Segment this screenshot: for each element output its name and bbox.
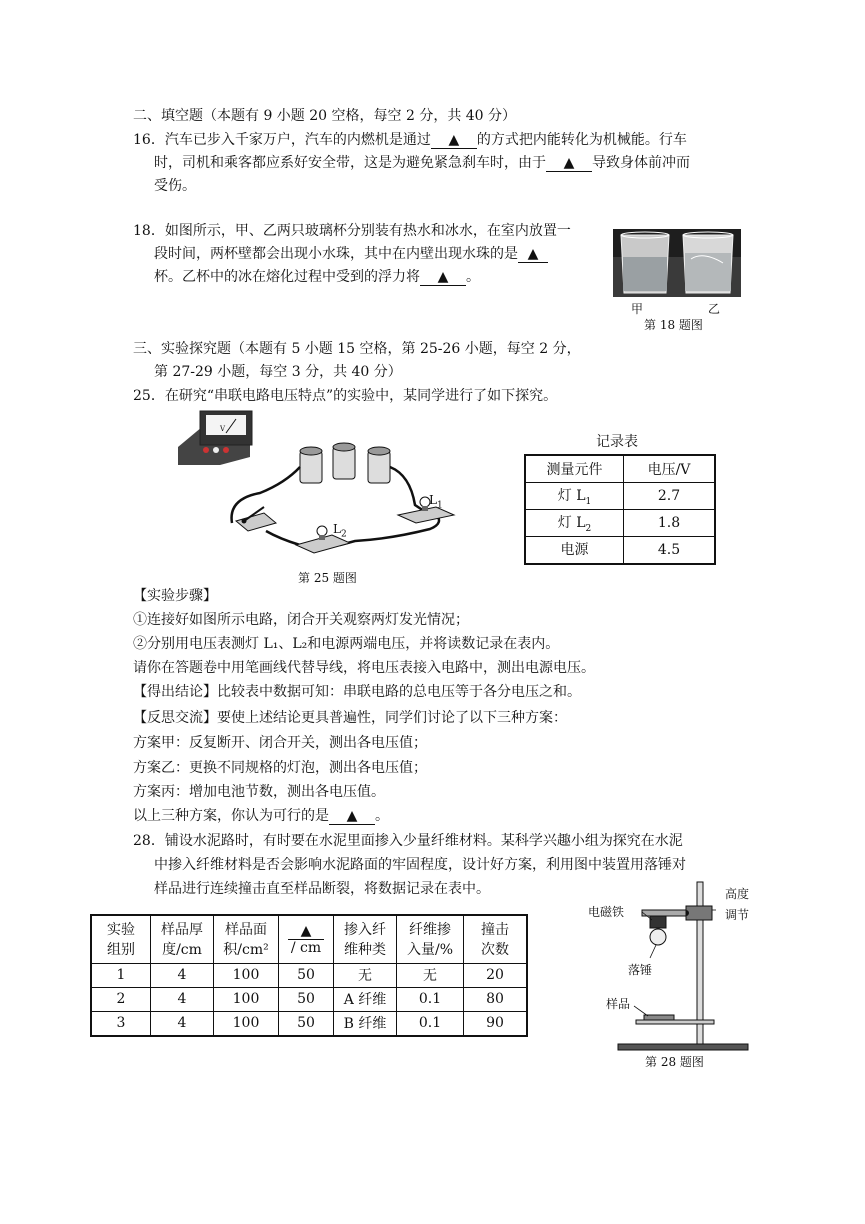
svg-text:V: V [220, 425, 226, 433]
q25-fig-label-l1 [429, 490, 443, 515]
q25-intro: 25．在研究“串联电路电压特点”的实验中，某同学进行了如下探究。 [133, 388, 558, 404]
q18-answer-blank-2[interactable]: ▲ [420, 269, 466, 286]
q28-data-table [90, 914, 528, 1037]
battery-icon [300, 443, 390, 483]
table-cell: A 纤维 [334, 987, 397, 1011]
table-cell: 100 [214, 987, 279, 1011]
q25-final-text-b: 。 [375, 808, 389, 824]
q25-conclusion: 【得出结论】比较表中数据可知：串联电路的总电压等于各分电压之和。 [133, 684, 581, 700]
header-line-1: 实验 [107, 922, 135, 939]
row-name: 灯 L [557, 488, 586, 505]
q16-answer-blank-2[interactable]: ▲ [546, 155, 592, 172]
q25-fig-l1-sub: 1 [436, 500, 443, 511]
table-cell: 80 [464, 987, 528, 1011]
table-cell: 2 [91, 987, 151, 1011]
q25-plan-a: 方案甲：反复断开、闭合开关，测出各电压值； [133, 735, 427, 751]
q18-line-2 [154, 244, 548, 264]
table-cell: 4 [151, 987, 214, 1011]
table-header-row [91, 915, 527, 963]
header-line-2: 积/cm² [223, 942, 269, 959]
header-line-2: 次数 [481, 942, 509, 959]
q16-answer-blank-1[interactable]: ▲ [431, 132, 477, 149]
q18-answer-blank-1[interactable]: ▲ [518, 246, 548, 263]
q25-fig-l2-sub: 2 [340, 529, 347, 540]
table-header-cell [91, 915, 151, 963]
table-cell: 4.5 [624, 537, 716, 565]
section-2-header: 二、填空题（本题有 9 小题 20 空格，每空 2 分，共 40 分） [133, 108, 517, 124]
table-cell: 50 [279, 1011, 334, 1036]
table-header-cell: 电压/V [624, 455, 716, 483]
table-row [525, 537, 715, 565]
table-row [91, 1011, 527, 1036]
section-3-header-line-2: 第 27-29 小题，每空 3 分，共 40 分） [154, 364, 402, 380]
q16-line-2 [154, 153, 690, 173]
table-header-cell [334, 915, 397, 963]
q18-glasses-photo [613, 229, 741, 297]
table-cell: 0.1 [397, 1011, 464, 1036]
q18-text-3b: 。 [466, 269, 480, 285]
switch-icon [236, 507, 276, 531]
q18-text-3a: 杯。乙杯中的冰在熔化过程中受到的浮力将 [154, 269, 420, 285]
table-cell: 1.8 [624, 510, 716, 537]
table-cell: 无 [334, 963, 397, 987]
q25-fig-l2-text: L [333, 522, 341, 536]
section-3-header-line-1: 三、实验探究题（本题有 5 小题 15 空格，第 25-26 小题，每空 2 分， [133, 341, 581, 357]
q16-text-2b: 导致身体前冲而 [592, 155, 690, 171]
header-answer-blank[interactable] [279, 923, 333, 940]
q28-label-hammer: 落锤 [628, 963, 653, 977]
table-cell: 100 [214, 1011, 279, 1036]
q25-step-2: ②分别用电压表测灯 L₁、L₂和电源两端电压，并将读数记录在表内。 [133, 636, 560, 652]
header-line-1: 样品厚 [161, 922, 203, 939]
q16-line-3: 受伤。 [154, 178, 196, 194]
q25-steps-title: 【实验步骤】 [133, 588, 217, 604]
table-cell: B 纤维 [334, 1011, 397, 1036]
q28-label-height-2: 调节 [725, 908, 750, 922]
q28-label-electromagnet: 电磁铁 [588, 905, 625, 919]
q25-record-table [524, 454, 716, 565]
table-cell: 4 [151, 963, 214, 987]
q25-plan-b: 方案乙：更换不同规格的灯泡，测出各电压值； [133, 760, 427, 776]
q16-line-1 [133, 130, 687, 150]
table-cell: 50 [279, 963, 334, 987]
header-line-1: 纤维掺 [409, 922, 451, 939]
row-sub: 1 [585, 496, 592, 507]
table-row [525, 483, 715, 510]
table-cell: 0.1 [397, 987, 464, 1011]
q25-table-title: 记录表 [596, 434, 638, 450]
table-header-cell [279, 915, 334, 963]
table-cell [525, 537, 624, 565]
q18-label-jia: 甲 [631, 302, 644, 316]
q18-figure-caption: 第 18 题图 [644, 318, 703, 332]
table-row [91, 987, 527, 1011]
table-cell: 50 [279, 987, 334, 1011]
table-row [525, 510, 715, 537]
q25-final-text-a: 以上三种方案，你认为可行的是 [133, 808, 329, 824]
row-sub: 2 [585, 523, 592, 534]
q18-label-yi: 乙 [708, 302, 721, 316]
table-header-cell [397, 915, 464, 963]
header-line-1: 掺入纤 [344, 922, 386, 939]
q25-fig-l1-text: L [429, 493, 437, 507]
header-line-1: 撞击 [481, 922, 509, 939]
table-row [91, 963, 527, 987]
table-cell: 无 [397, 963, 464, 987]
header-line-2: 组别 [107, 942, 135, 959]
header-line-2: 维种类 [344, 942, 386, 959]
table-cell: 4 [151, 1011, 214, 1036]
q28-label-sample: 样品 [606, 997, 631, 1011]
q25-fig-label-l2 [333, 519, 347, 544]
q25-answer-blank[interactable]: ▲ [329, 808, 375, 825]
q25-circuit-figure [170, 405, 460, 555]
q25-step-1: ①连接好如图所示电路，闭合开关观察两灯发光情况； [133, 612, 469, 628]
q25-reflection: 【反思交流】要使上述结论更具普遍性，同学们讨论了以下三种方案： [133, 710, 567, 726]
voltmeter-icon [178, 411, 252, 465]
header-line-2: 度/cm [162, 942, 202, 959]
table-cell [525, 510, 624, 537]
q25-final-question [133, 806, 389, 826]
q28-line-1: 28．铺设水泥路时，有时要在水泥里面掺入少量纤维材料。某科学兴趣小组为探究在水泥 [133, 833, 683, 849]
row-name: 电源 [560, 542, 589, 559]
q16-text-2a: 时，司机和乘客都应系好安全带，这是为避免紧急刹车时，由于 [154, 155, 546, 171]
table-header-cell: 测量元件 [525, 455, 624, 483]
table-cell: 2.7 [624, 483, 716, 510]
table-header-cell [151, 915, 214, 963]
q25-figure-caption: 第 25 题图 [298, 571, 357, 585]
table-cell [525, 483, 624, 510]
q28-answer-blank[interactable]: ▲ [288, 923, 324, 940]
q28-figure-caption: 第 28 题图 [645, 1055, 704, 1069]
q16-text-1b: 的方式把内能转化为机械能。行车 [476, 132, 687, 148]
table-cell: 90 [464, 1011, 528, 1036]
q18-text-2a: 段时间，两杯壁都会出现小水珠，其中在内壁出现水珠的是 [154, 246, 518, 262]
q18-line-1: 18．如图所示，甲、乙两只玻璃杯分别装有热水和冰水，在室内放置一 [133, 223, 571, 239]
q16-text-1a: 16．汽车已步入千家万户，汽车的内燃机是通过 [133, 132, 431, 148]
header-line-1: 样品面 [225, 922, 267, 939]
q28-line-2: 中掺入纤维材料是否会影响水泥路面的牢固程度，设计好方案，利用图中装置用落锤对 [154, 857, 686, 873]
header-line-2: 入量/% [406, 942, 454, 959]
q28-line-3: 样品进行连续撞击直至样品断裂，将数据记录在表中。 [154, 881, 490, 897]
table-cell: 3 [91, 1011, 151, 1036]
table-header-row [525, 455, 715, 483]
q25-plan-c: 方案丙：增加电池节数，测出各电压值。 [133, 784, 385, 800]
header-line-2: / cm [290, 939, 322, 956]
q28-label-height-1: 高度 [725, 887, 750, 901]
q18-line-3 [154, 267, 480, 287]
table-header-cell [464, 915, 528, 963]
table-cell: 20 [464, 963, 528, 987]
q25-instruction: 请你在答题卷中用笔画线代替导线，将电压表接入电路中，测出电源电压。 [133, 660, 595, 676]
lamp-l1-icon [398, 497, 454, 523]
table-cell: 100 [214, 963, 279, 987]
table-header-cell [214, 915, 279, 963]
table-cell: 1 [91, 963, 151, 987]
row-name: 灯 L [557, 515, 586, 532]
